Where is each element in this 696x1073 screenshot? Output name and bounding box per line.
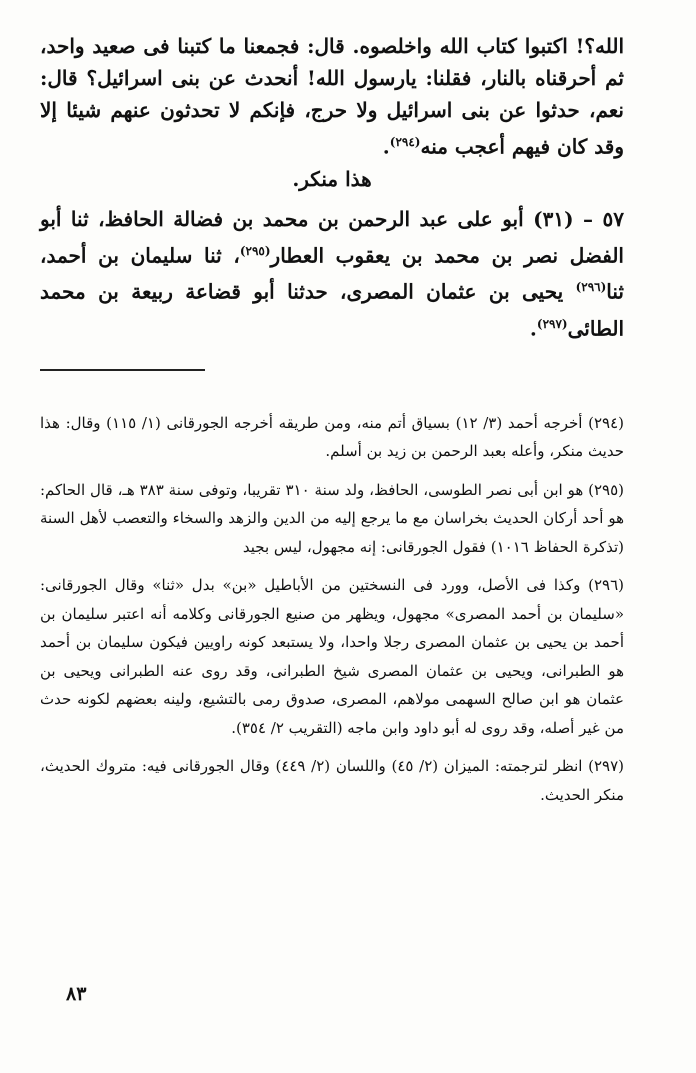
footnote-297: (٢٩٧) انظر لترجمته: الميزان (٢/ ٤٥) واللسان (٢/ ٤٤٩) وقال الجورقانى فيه: متروك الحديث، منكر الحديث. (40, 757, 625, 804)
footnote-ref-295: (٢٩٥) (239, 243, 271, 258)
hadith-text: الله؟! اكتبوا كتاب الله واخلصوه. قال: فجمعنا ما كتبنا فى صعيد واحد، ثم أحرقناه بالنار، فقلنا: يارسول الله! أنحدث عن بنى اسرائيل؟ قال: نعم، حدثوا عن بنى اسرائيل ولا حرج، فإنكم لا تحدثون عنهم شيئا إلا وقد كان فيهم أعجب منه (40, 34, 624, 159)
footnote-ref-297: (٢٩٧) (536, 316, 568, 331)
entry-text-3: يحيى بن عثمان المصرى، حدثنا أبو قضاعة ربيعة بن محمد الطائى (40, 279, 624, 341)
footnote-296: (٢٩٦) وكذا فى الأصل، وورد فى النسختين من الأباطيل «بن» بدل «ثنا» وقال الجورقانى: «سليمان بن أحمد المصرى» مجهول، ويظهر من صنيع الجورقانى وكلامه أنه اعتبر سليمان بن أحمد بن يحيى بن عثمان المصرى رجلا واحدا، ولا يستبعد كونه راويين فيكون سليمان بن أحمد هو الطبرانى، ويحيى بن عثمان المصرى شيخ الطبرانى، وقد روى عنه الطبرانى ويحيى بن عثمان هو ابن صالح السهمى مولاهم، المصرى، صدوق رمى بالتشيع، ولينه بعضهم لكونه حدث من غير أصله، وقد روى له أبو داود وابن ماجه (التقريب ٢/ ٣٥٤). (40, 576, 624, 737)
entry-text: ٥٧ – (٣١) أبو على عبد الرحمن بن محمد بن فضالة الحافظ، ثنا أبو الفضل نصر بن محمد بن يعقوب العطار (40, 206, 625, 268)
verdict: هذا منكر. (292, 166, 372, 191)
footnotes (40, 409, 624, 810)
main-text (40, 30, 624, 345)
page-number: ٨٣ (66, 983, 87, 1005)
entry-text-2: ، ثنا سليمان بن أحمد، ثنا (40, 243, 624, 304)
footnote-294: (٢٩٤) أخرجه أحمد (٣/ ١٢) بسياق أتم منه، ومن طريقه أخرجه الجورقانى (١/ ١١٥) وقال: هذا حديث منكر، وأعله بعبد الرحمن بن زيد بن أسلم. (40, 413, 624, 461)
book-page (40, 30, 624, 1053)
hadith-paragraph: الله؟! اكتبوا كتاب الله واخلصوه. قال: فجمعنا ما كتبنا فى صعيد واحد، ثم أحرقناه بالنار، فقلنا: يارسول الله! أنحدث عن بنى اسرائيل؟ قال: نعم، حدثوا عن بنى اسرائيل ولا حرج، فإنكم لا تحدثون عنهم شيئا إلا وقد كان فيهم أعجب منه$^{(٢٩٤)}$. (40, 34, 624, 159)
footnote-ref-294: (٢٩٤) (389, 135, 421, 149)
footnote-ref-296: (٢٩٦) (575, 280, 607, 295)
entry-paragraph: ٥٧ – (٣١) أبو على عبد الرحمن بن محمد بن فضالة الحافظ، ثنا أبو الفضل نصر بن محمد بن يعقوب العطار$^{(٢٩٥)}$، ثنا سليمان بن أحمد، ثنا$^{(٢٩٦)}$ يحيى بن عثمان المصرى، حدثنا أبو قضاعة ربيعة بن محمد الطائى$^{(٢٩٧)}$. (40, 206, 625, 341)
footnote-separator (40, 369, 205, 371)
footnote-295: (٢٩٥) هو ابن أبى نصر الطوسى، الحافظ، ولد سنة ٣١٠ تقريبا، وتوفى سنة ٣٨٣ هـ، قال الحاكم: هو أحد أركان الحديث بخراسان مع ما يرجع إليه من الدين والزهد والسخاء والتعصب لأهل السنة (تذكرة الحفاظ ١٠١٦) فقول الجورقانى: إنه مجهول، ليس بجيد (40, 480, 625, 556)
